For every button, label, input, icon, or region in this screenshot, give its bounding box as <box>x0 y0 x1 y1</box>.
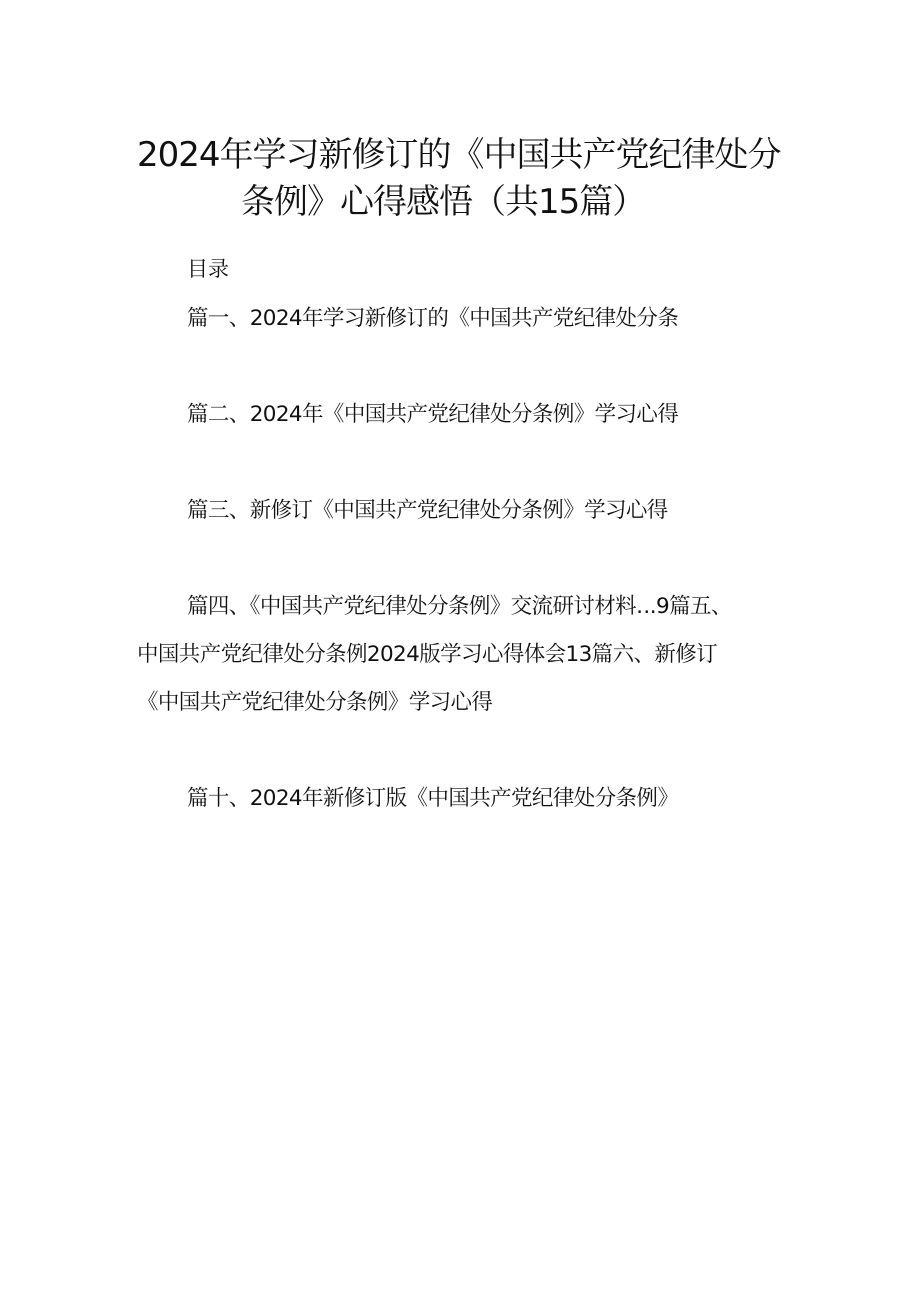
document-title-line-1: 2024年学习新修订的《中国共产党纪律处分 <box>137 135 781 175</box>
toc-entry-4: 篇四、《中国共产党纪律处分条例》交流研讨材料‥.9篇五、 <box>187 594 732 619</box>
toc-entry-10: 篇十、2024年新修订版《中国共产党纪律处分条例》 <box>187 786 679 811</box>
toc-entry-4-continued: 中国共产党纪律处分条例2024版学习心得体会13篇六、新修订 <box>137 642 718 667</box>
toc-entry-1: 篇一、2024年学习新修订的《中国共产党纪律处分条 <box>187 306 679 331</box>
document-title-line-2: 条例》心得感悟（共15篇） <box>241 182 646 222</box>
toc-entry-3: 篇三、新修订《中国共产党纪律处分条例》学习心得 <box>187 498 668 523</box>
toc-heading: 目录 <box>187 257 229 281</box>
toc-entry-2: 篇二、2024年《中国共产党纪律处分条例》学习心得 <box>187 402 679 427</box>
toc-entry-6-continued: 《中国共产党纪律处分条例》学习心得 <box>137 690 493 715</box>
